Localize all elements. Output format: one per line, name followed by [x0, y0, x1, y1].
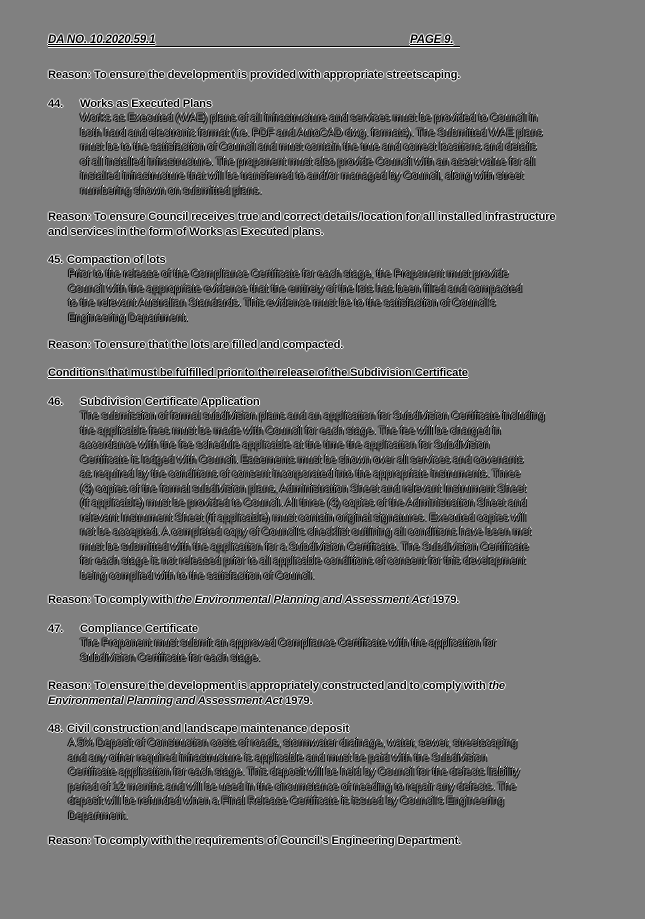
body-line: Certificate is lodged with Council. Easements must be shown over all services and covenants	[80, 453, 524, 466]
condition-title: Works as Executed Plans	[80, 98, 212, 110]
condition-number: 44.	[48, 98, 64, 110]
page-header	[48, 33, 460, 47]
body-line: Council with the appropriate evidence that the entirety of the lots has been filled and compacted	[68, 282, 522, 295]
reason-text: Reason: To comply with	[48, 594, 176, 606]
body-line: and any other required infrastructure is applicable and must be paid with the Subdivision	[68, 751, 487, 764]
act-name: the Environmental Planning and Assessment Act	[175, 594, 430, 606]
body-line: installed infrastructure that will be transferred to and/or managed by Council, along with street	[80, 170, 524, 182]
condition-body	[80, 636, 620, 665]
condition-number: 46.	[48, 396, 64, 408]
reason-compaction: Reason: To ensure that the lots are filled and compacted.	[48, 339, 344, 351]
body-line: for each stage is not released prior to all applicable conditions of consent for this development	[80, 555, 526, 567]
reason-engineering: Reason: To comply with the requirements of Council's Engineering Department.	[48, 835, 462, 847]
reason-constructed-epa-act	[48, 679, 578, 708]
condition-number: 47.	[48, 623, 64, 635]
condition-46	[48, 395, 608, 585]
condition-45	[48, 253, 608, 325]
body-line: relevant Instrument Sheet (if applicable) must contain original signatures. Executed copies will	[80, 511, 526, 524]
condition-number: 45.	[48, 254, 64, 266]
body-line: not be accepted. A completed copy of Council's checklist outlining all conditions have been met	[80, 526, 531, 538]
reason-text: Reason: To ensure the development is appropriately constructed and to comply with	[48, 680, 489, 692]
body-line: Subdivision Certificate for each stage.	[80, 651, 261, 664]
body-line: The submission of formal subdivision plans and an application for Subdivision Certificate including	[80, 410, 545, 422]
body-line: A 5% Deposit of Construction costs of roads, stormwater drainage, water, sewer, streetscaping	[68, 737, 518, 749]
header-rule	[48, 46, 460, 47]
condition-title: Compliance Certificate	[80, 623, 198, 635]
body-line: being complied with to the satisfaction of Council.	[80, 569, 315, 582]
body-line: must be submitted with the application for a Subdivision Certificate. The Subdivision Certificate	[80, 540, 529, 553]
condition-47	[48, 622, 608, 666]
reason-epa-act	[48, 593, 608, 608]
body-line: Works as Executed (WAE) plans of all infrastructure and services must be provided to Council in	[80, 112, 538, 124]
body-line: (3) copies of the formal subdivision plans, Administration Sheet and relevant Instrument Sheet	[80, 482, 526, 495]
body-line: must be to the satisfaction of Council and must contain the true and correct locations and details	[80, 141, 537, 153]
body-line: of all installed infrastructure. The proponent must also provide Council with an asset value for all	[80, 155, 535, 168]
reason-text: 1979.	[282, 694, 313, 707]
condition-number: 48.	[48, 723, 64, 735]
condition-title: Compaction of lots	[67, 254, 166, 266]
da-number: DA NO. 10.2020.59.1	[48, 34, 156, 46]
act-name: the Environmental Planning and Assessment Act	[48, 680, 506, 707]
reason-text: 1979.	[429, 594, 460, 606]
body-line: both hard and electronic format (i.e. PDF and AutoCAD dwg. formats). The Submitted WAE plans	[80, 126, 543, 139]
body-line: the applicable fees must be made with Council for each stage. The fee will be charged in	[80, 424, 501, 437]
body-line: numbering shown on submitted plans.	[80, 184, 262, 197]
body-line: deposit will be refunded when a Final Release Certificate is issued by Council's Engineering	[68, 795, 504, 807]
condition-title: Civil construction and landscape maintenance deposit	[67, 723, 349, 735]
body-line: period of 12 months and will be used in the circumstance of needing to repair any defects. The	[68, 780, 517, 793]
condition-body	[80, 409, 640, 583]
condition-48	[48, 722, 608, 822]
body-line: The Proponent must submit an approved Compliance Certificate with the application for	[80, 637, 496, 649]
body-line: Certificate application for each stage. This deposit will be held by Council for the defects liability	[68, 766, 520, 778]
body-line: Department.	[68, 809, 128, 822]
body-line: Prior to the release of the Compliance Certificate for each stage, the Proponent must provide	[68, 268, 509, 280]
body-line: to the relevant Australian Standards. This evidence must be to the satisfaction of Council's	[68, 297, 496, 309]
body-line: (if applicable) must be provided to Council. All three (3) copies of the Administration Sheet and	[80, 497, 527, 509]
reason-streetscaping: Reason: To ensure the development is provided with appropriate streetscaping.	[48, 69, 461, 81]
body-line: accordance with the fee schedule applicable at the time the application for Subdivision	[80, 439, 490, 451]
condition-body	[68, 267, 608, 325]
body-line: as required by the conditions of consent incorporated into the appropriate instruments. Three	[80, 468, 521, 480]
body-line: Engineering Department.	[68, 311, 188, 324]
condition-body	[80, 111, 620, 198]
condition-44	[48, 97, 608, 197]
reason-works-as-executed: Reason: To ensure Council receives true and correct details/location for all installed infrastructure and services in the form of Works as Executed plans.	[48, 211, 556, 238]
condition-body	[68, 736, 613, 823]
section-heading: Conditions that must be fulfilled prior to the release of the Subdivision Certificate	[48, 367, 468, 379]
page-number: PAGE 9.	[410, 34, 454, 46]
condition-title: Subdivision Certificate Application	[80, 396, 260, 408]
